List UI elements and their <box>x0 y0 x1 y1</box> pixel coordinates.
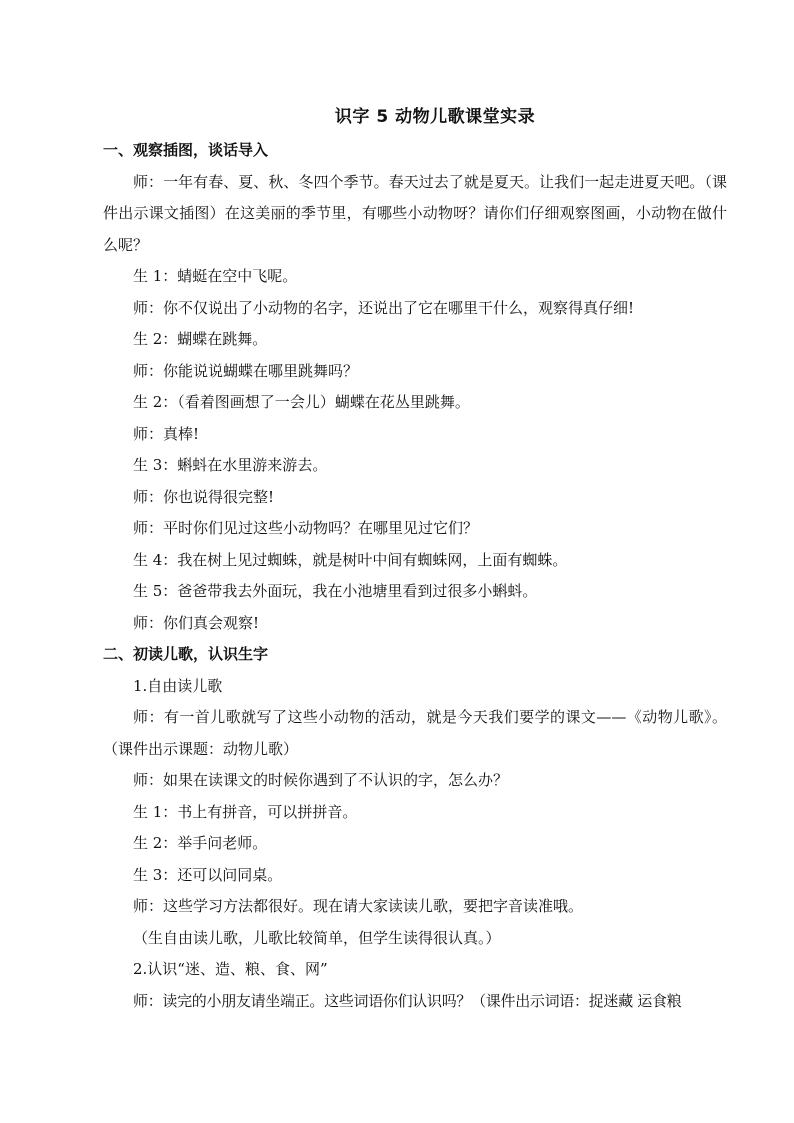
paragraph: 生 3：蝌蚪在水里游来游去。 <box>133 456 328 474</box>
paragraph: 师：平时你们见过这些小动物吗？在哪里见过它们？ <box>133 519 479 537</box>
paragraph: 生 1：蜻蜓在空中飞呢。 <box>133 267 298 285</box>
section-heading-1: 一、观察插图，谈话导入 <box>103 141 269 159</box>
paragraph: 师：你们真会观察! <box>133 613 260 632</box>
document-title: 识字 5 动物儿歌课堂实录 <box>334 107 536 127</box>
paragraph: 师：如果在读课文的时候你遇到了不认识的字，怎么办？ <box>133 771 509 789</box>
subheading-2: 2.认识“迷、造、粮、食、网” <box>133 960 328 978</box>
paragraph: 生 2：蝴蝶在跳舞。 <box>133 330 268 348</box>
paragraph: 师：你也说得很完整! <box>133 487 275 506</box>
section-heading-2: 二、初读儿歌，认识生字 <box>103 645 269 663</box>
paragraph: 师：真棒! <box>133 424 200 443</box>
paragraph: 师：读完的小朋友请坐端正。这些词语你们认识吗？（课件出示词语：捉迷藏 运食粮 <box>133 991 682 1010</box>
paragraph: （生自由读儿歌，儿歌比较简单，但学生读得很认真。） <box>133 928 501 947</box>
paragraph: 师：一年有春、夏、秋、冬四个季节。春天过去了就是夏天。让我们一起走进夏天吧。（课件出示课文插图）在这美丽的季节里，有哪些小动物呀？请你们仔细观察图画，小动物在做什么呢？ <box>103 172 727 254</box>
paragraph: 生 5：爸爸带我去外面玩，我在小池塘里看到过很多小蝌蚪。 <box>133 582 538 600</box>
subheading-1: 1.自由读儿歌 <box>133 676 223 695</box>
paragraph: 生 1：书上有拼音，可以拼拼音。 <box>133 802 358 821</box>
paragraph: 师：你不仅说出了小动物的名字，还说出了它在哪里干什么，观察得真仔细! <box>133 298 635 317</box>
paragraph: 师：你能说说蝴蝶在哪里跳舞吗？ <box>133 361 359 380</box>
document-body <box>103 103 727 1017</box>
paragraph: 生 3：还可以问同桌。 <box>133 865 283 884</box>
paragraph: 师：这些学习方法都很好。现在请大家读读儿歌，要把字音读准哦。 <box>133 897 584 915</box>
paragraph: 师：有一首儿歌就写了这些小动物的活动，就是今天我们要学的课文——《动物儿歌》。（课件出示课题：动物儿歌） <box>103 708 727 758</box>
paragraph: 生 2：举手问老师。 <box>133 834 268 852</box>
paragraph: 生 4：我在树上见过蜘蛛，就是树叶中间有蜘蛛网，上面有蜘蛛。 <box>133 550 568 569</box>
paragraph: 生 2：（看着图画想了一会儿）蝴蝶在花丛里跳舞。 <box>133 393 470 411</box>
